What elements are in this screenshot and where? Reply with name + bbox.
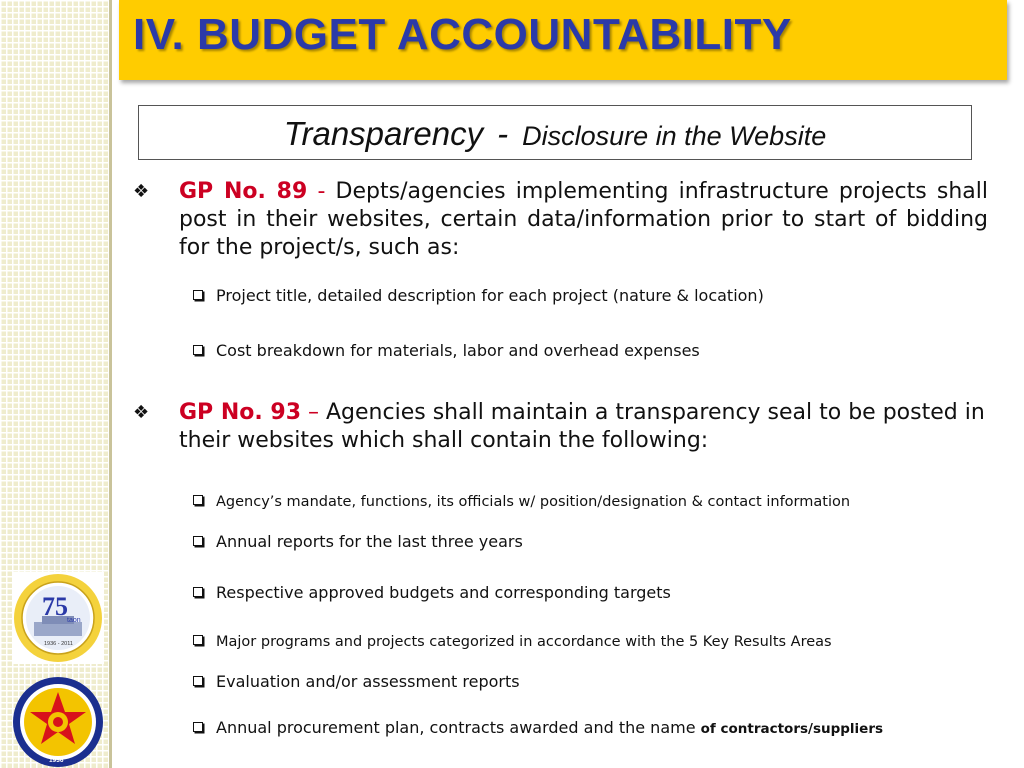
gp89-text: Depts/agencies implementing infrastructure projects shall post in their websites, certain data/information prior to start of bidding for the project/s, such as: [179,179,988,260]
checkbox-bullet-icon [193,587,203,597]
checkbox-bullet-icon [193,536,203,546]
gp93-separator: – [301,400,326,425]
list-item-text: Major programs and projects categorized in accordance with the 5 Key Results Areas [216,634,832,650]
list-item [193,634,993,650]
gp89-separator: - [307,179,336,204]
checkbox-bullet-icon [193,495,203,505]
subtitle-main: Transparency [283,115,484,152]
subtitle-rest: Disclosure in the Website [522,121,827,151]
bullet-gp93-text-block [179,399,988,455]
dbm-seal-icon [12,676,104,768]
list-item-text: Project title, detailed description for each project (nature & location) [216,286,764,305]
list-item-bold-tail: of contractors/suppliers [700,721,884,737]
slide-title: IV. BUDGET ACCOUNTABILITY [133,10,792,59]
diamond-bullet-icon: ❖ [133,402,150,423]
checkbox-bullet-icon [193,345,203,355]
list-item-text: Annual procurement plan, contracts awarded and the name [216,718,701,737]
list-item [193,672,993,691]
bullet-gp89 [133,178,988,262]
list-item [193,286,993,305]
list-item [193,494,993,510]
gp93-label: GP No. 93 [179,400,301,425]
bullet-gp93 [133,399,988,455]
bullet-gp89-text-block [179,178,988,262]
list-item-text: Cost breakdown for materials, labor and overhead expenses [216,341,700,360]
checkbox-bullet-icon [193,635,203,645]
list-item [193,718,993,737]
list-item [193,532,993,551]
checkbox-bullet-icon [193,676,203,686]
seal-75-years: 1936 - 2011 [44,641,73,647]
subtitle-dash: - [497,115,509,152]
list-item [193,583,993,602]
list-item-text: Evaluation and/or assessment reports [216,672,520,691]
list-item-text: Annual reports for the last three years [216,532,523,551]
seal-75-word: taon [67,617,81,624]
list-item-text: Agency’s mandate, functions, its officials w/ position/designation & contact information [216,494,851,510]
list-item-text: Respective approved budgets and corresponding targets [216,583,671,602]
anniversary-75-seal-icon [12,572,104,664]
checkbox-bullet-icon [193,290,203,300]
dbm-seal-year: 1936 [49,757,64,764]
gp93-text: Agencies shall maintain a transparency seal to be posted in their websites which shall contain the following: [179,400,985,453]
list-item [193,341,993,360]
seal-75-number: 75 [42,592,68,621]
diamond-bullet-icon: ❖ [133,181,150,202]
checkbox-bullet-icon [193,722,203,732]
gp89-label: GP No. 89 [179,179,308,204]
